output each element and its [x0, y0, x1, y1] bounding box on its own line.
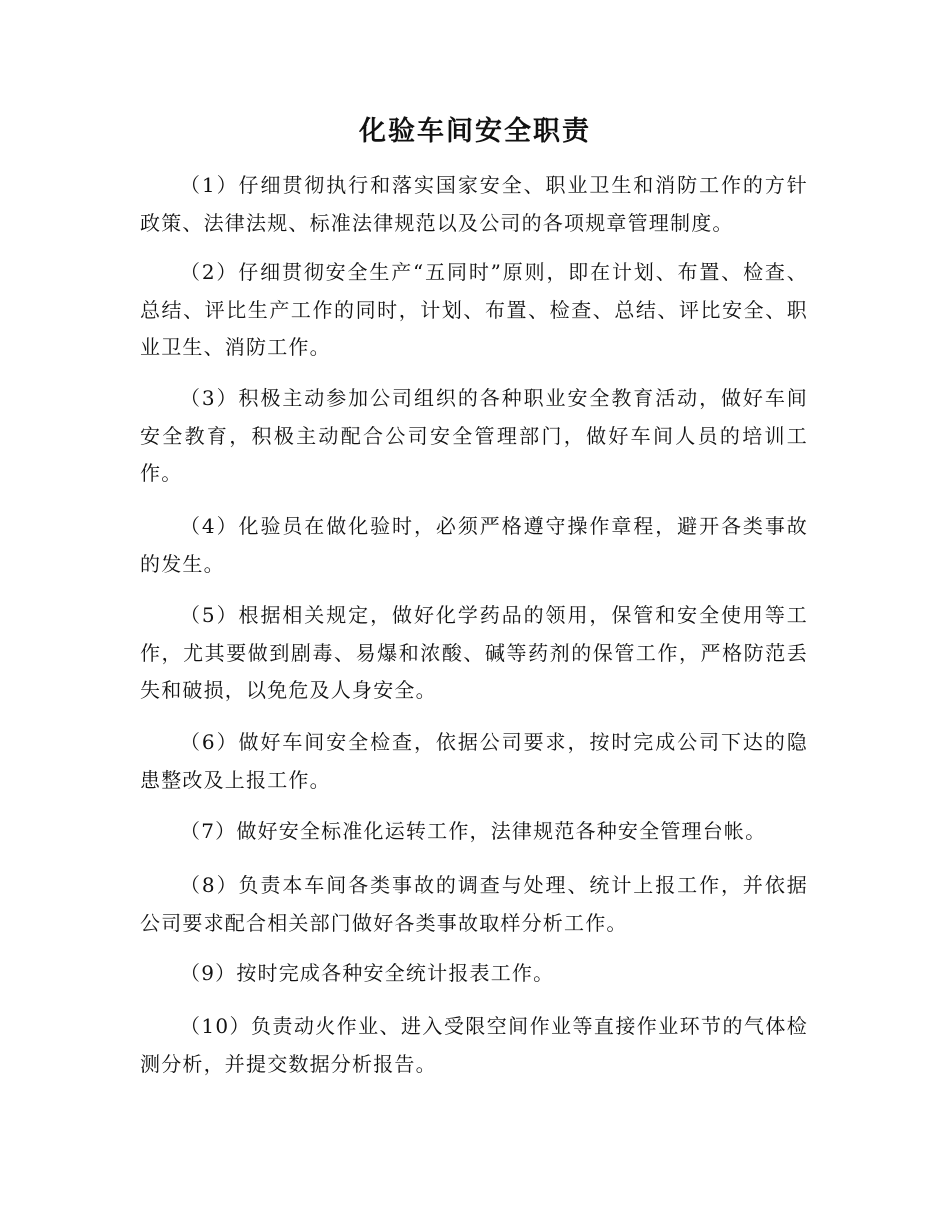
- paragraph-5: （5）根据相关规定，做好化学药品的领用，保管和安全使用等工作，尤其要做到剧毒、易爆和浓酸、碱等药剂的保管工作，严格防范丢失和破损，以免危及人身安全。: [140, 603, 808, 702]
- paragraph-4: （4）化验员在做化验时，必须严格遵守操作章程，避开各类事故的发生。: [140, 514, 808, 576]
- paragraph-9: （9）按时完成各种安全统计报表工作。: [180, 961, 555, 985]
- paragraph-10: （10）负责动火作业、进入受限空间作业等直接作业环节的气体检测分析，并提交数据分析报告。: [140, 1014, 808, 1076]
- paragraph-6: （6）做好车间安全检查，依据公司要求，按时完成公司下达的隐患整改及上报工作。: [140, 730, 808, 792]
- paragraph-2: （2）仔细贯彻安全生产“五同时”原则，即在计划、布置、检查、总结、评比生产工作的同时，计划、布置、检查、总结、评比安全、职业卫生、消防工作。: [140, 260, 808, 359]
- page-title: 化验车间安全职责: [359, 116, 591, 147]
- paragraph-1: （1）仔细贯彻执行和落实国家安全、职业卫生和消防工作的方针政策、法律法规、标准法律规范以及公司的各项规章管理制度。: [140, 173, 808, 235]
- paragraph-7: （7）做好安全标准化运转工作，法律规范各种安全管理台帐。: [180, 819, 767, 843]
- paragraph-3: （3）积极主动参加公司组织的各种职业安全教育活动，做好车间安全教育，积极主动配合公司安全管理部门，做好车间人员的培训工作。: [140, 386, 808, 485]
- paragraph-8: （8）负责本车间各类事故的调查与处理、统计上报工作，并依据公司要求配合相关部门做好各类事故取样分析工作。: [140, 873, 808, 935]
